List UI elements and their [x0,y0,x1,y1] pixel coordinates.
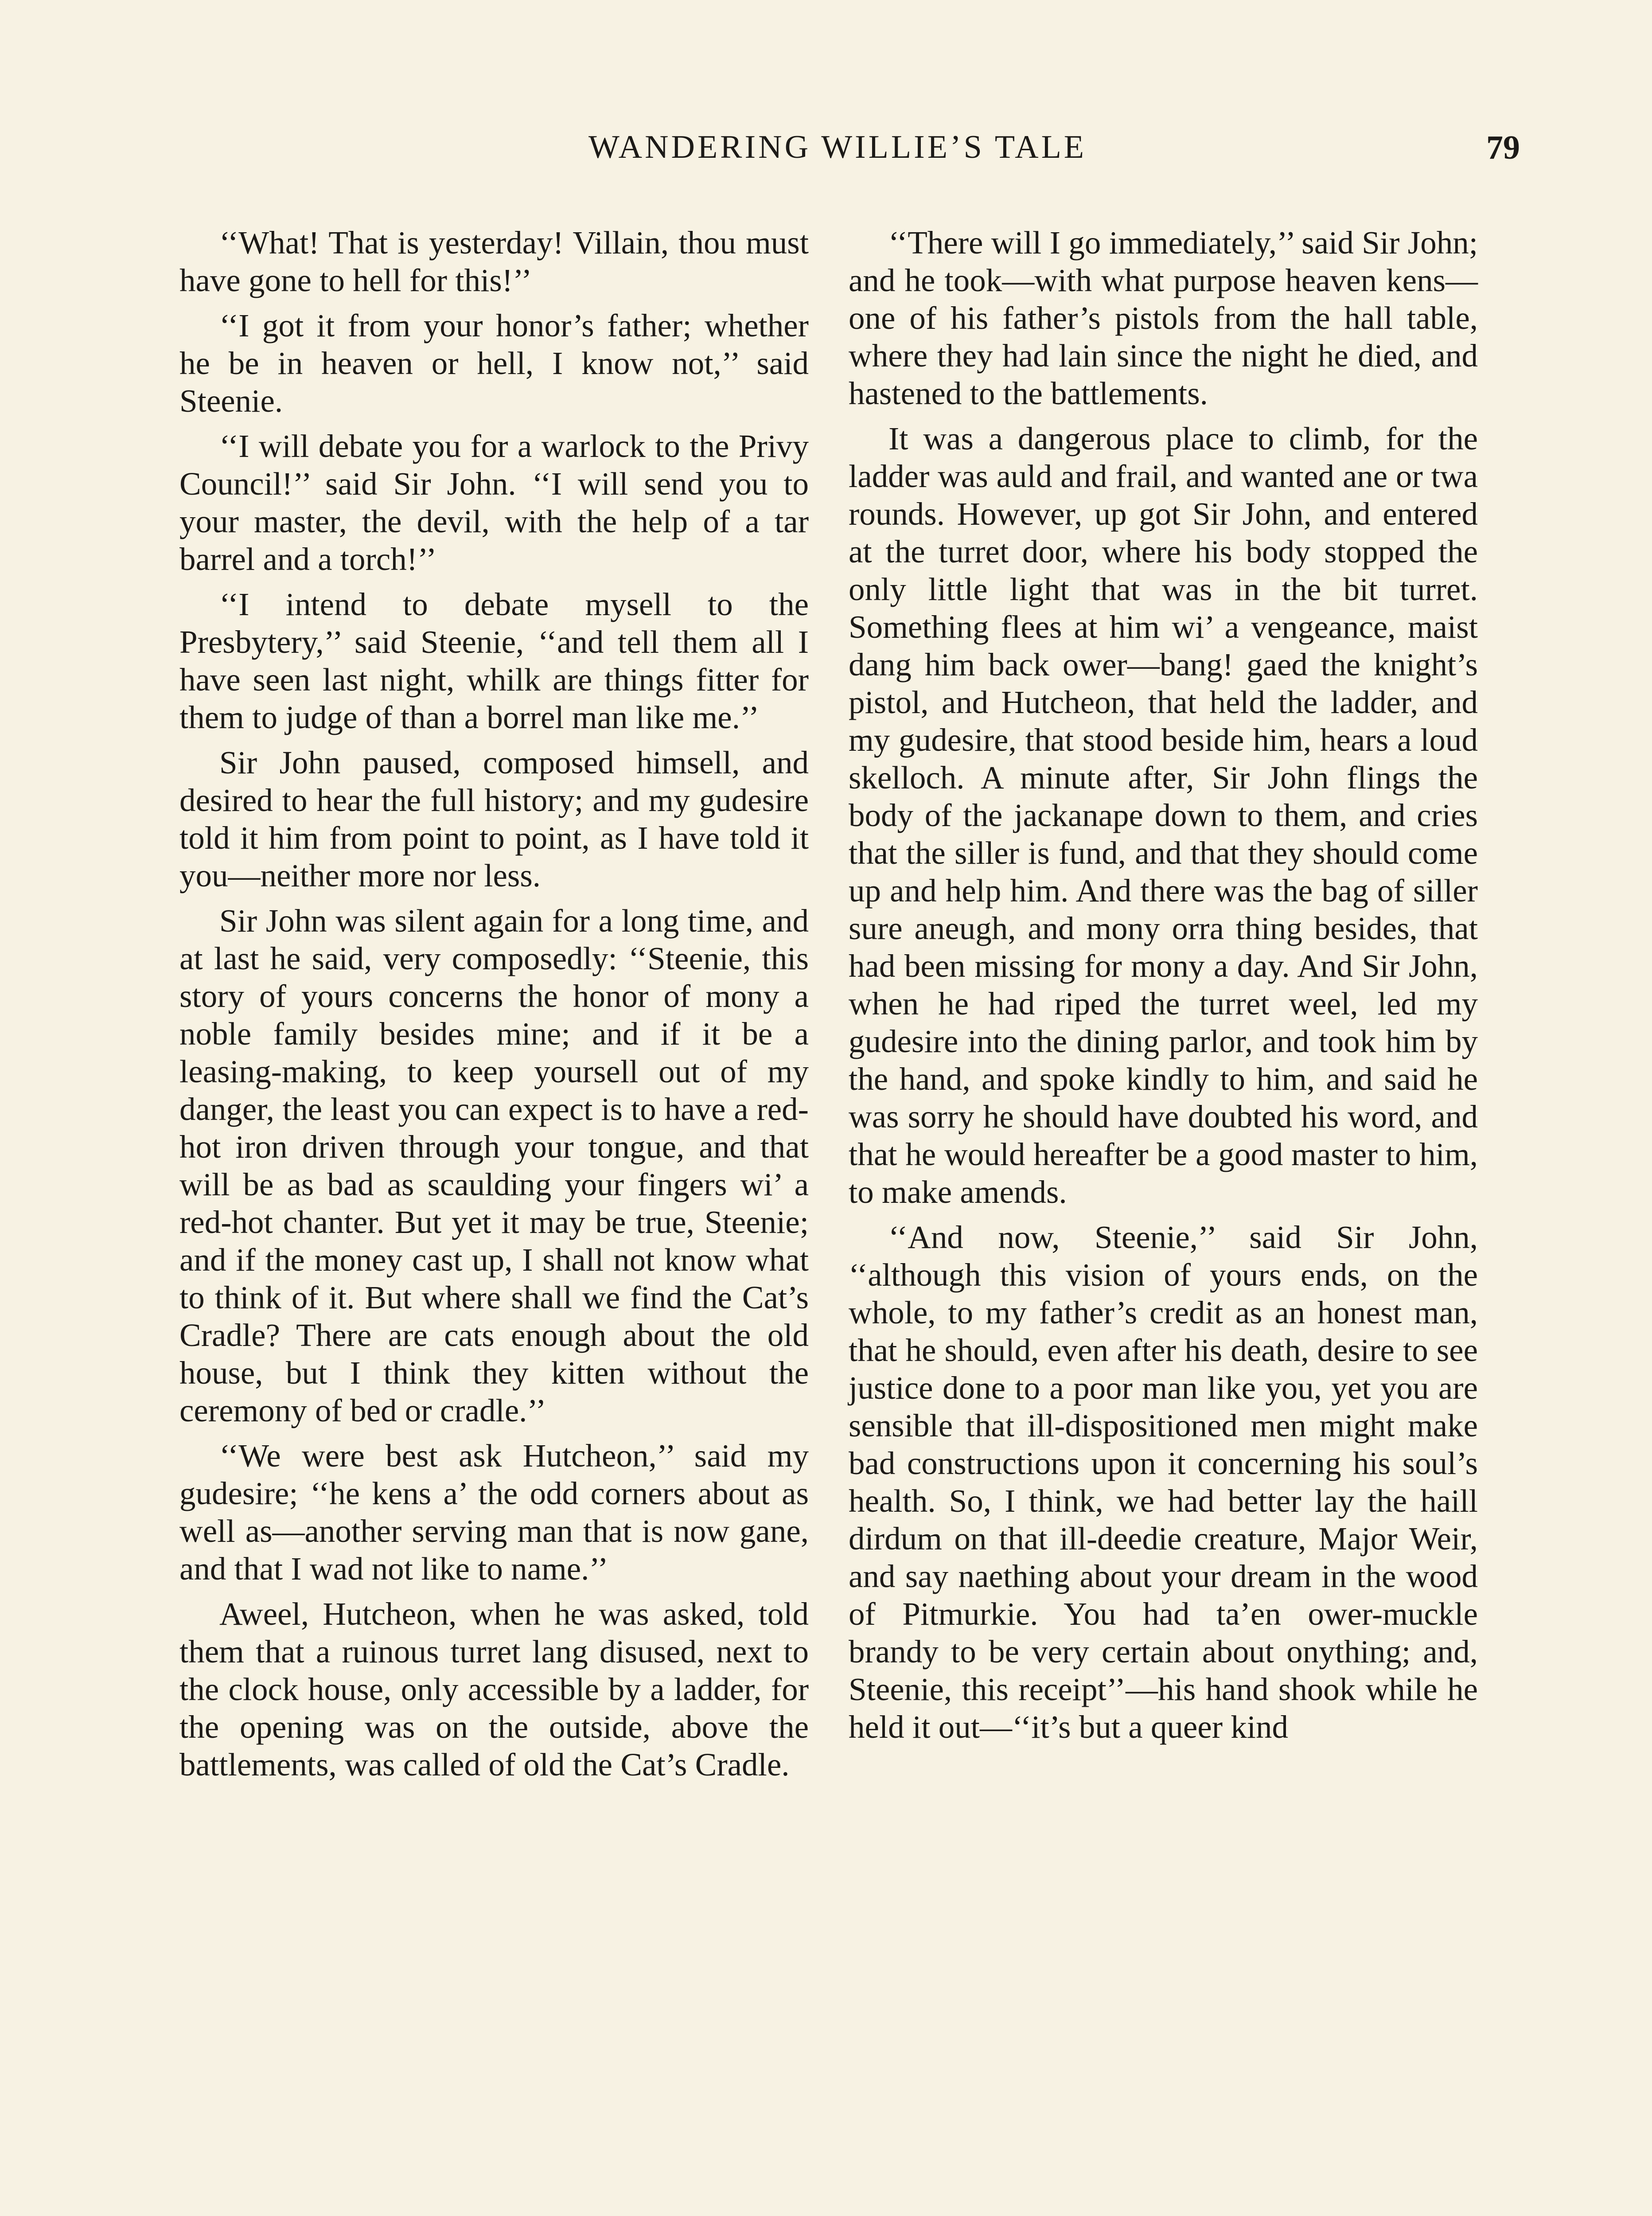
paragraph: ‘‘And now, Steenie,’’ said Sir John, ‘‘although this vision of yours ends, on the whole, to my father’s credit as an honest man, that he should, even after his death, desire to see justice done to a poor man like you, yet you are sensible that ill-dispositioned men might make bad constructions upon it concerning his soul’s health. So, I think, we had better lay the haill dirdum on that ill-deedie creature, Major Weir, and say naething about your dream in the wood of Pitmurkie. You had ta’en ower-muckle brandy to be very certain about onything; and, Steenie, this receipt’’—his hand shook while he held it out—‘‘it’s but a queer kind [849,1219,1478,1745]
paragraph: ‘‘I got it from your honor’s father; whether he be in heaven or hell, I know not,’’ said Steenie. [179,308,809,419]
left-column [179,224,809,1791]
paragraph: ‘‘We were best ask Hutcheon,’’ said my gudesire; ‘‘he kens a’ the odd corners about as well as—another serving man that is now gane, and that I wad not like to name.’’ [179,1438,809,1587]
page-number: 79 [1486,129,1520,166]
running-head: WANDERING WILLIE’S TALE [588,129,1087,165]
paragraph: ‘‘There will I go immediately,’’ said Sir John; and he took—with what purpose heaven kens—one of his father’s pistols from the hall table, where they had lain since the night he died, and hastened to the battlements. [849,225,1478,411]
paragraph: It was a dangerous place to climb, for the ladder was auld and frail, and wanted ane or twa rounds. However, up got Sir John, and entered at the turret door, where his body stopped the only little light that was in the bit turret. Something flees at him wi’ a vengeance, maist dang him back ower—bang! gaed the knight’s pistol, and Hutcheon, that held the ladder, and my gudesire, that stood beside him, hears a loud skelloch. A minute after, Sir John flings the body of the jackanape down to them, and cries that the siller is fund, and that they should come up and help him. And there was the bag of siller sure aneugh, and mony orra thing besides, that had been missing for mony a day. And Sir John, when he had riped the turret weel, led my gudesire into the dining parlor, and took him by the hand, and spoke kindly to him, and said he was sorry he should have doubted his word, and that he would hereafter be a good master to him, to make amends. [849,421,1478,1210]
paragraph: Aweel, Hutcheon, when he was asked, told them that a ruinous turret lang disused, next to the clock house, only accessible by a ladder, for the opening was on the outside, above the battlements, was called of old the Cat’s Cradle. [179,1596,809,1783]
paragraph: ‘‘I intend to debate mysell to the Presbytery,’’ said Steenie, ‘‘and tell them all I have seen last night, whilk are things fitter for them to judge of than a borrel man like me.’’ [179,586,809,735]
paragraph: Sir John paused, composed himsell, and desired to hear the full history; and my gudesire told it him from point to point, as I have told it you—neither more nor less. [179,745,809,893]
paragraph: ‘‘What! That is yesterday! Villain, thou must have gone to hell for this!’’ [179,225,809,298]
paragraph: Sir John was silent again for a long time, and at last he said, very composedly: ‘‘Steenie, this story of yours concerns the honor of mony a noble family besides mine; and if it be a leasing-making, to keep yoursell out of my danger, the least you can expect is to have a red-hot iron driven through your tongue, and that will be as bad as scaulding your fingers wi’ a red-hot chanter. But yet it may be true, Steenie; and if the money cast up, I shall not know what to think of it. But where shall we find the Cat’s Cradle? There are cats enough about the old house, but I think they kitten without the ceremony of bed or cradle.’’ [179,903,809,1428]
right-column [849,224,1478,1753]
paragraph: ‘‘I will debate you for a warlock to the Privy Council!’’ said Sir John. ‘‘I will send you to your master, the devil, with the help of a tar barrel and a torch!’’ [179,428,809,577]
